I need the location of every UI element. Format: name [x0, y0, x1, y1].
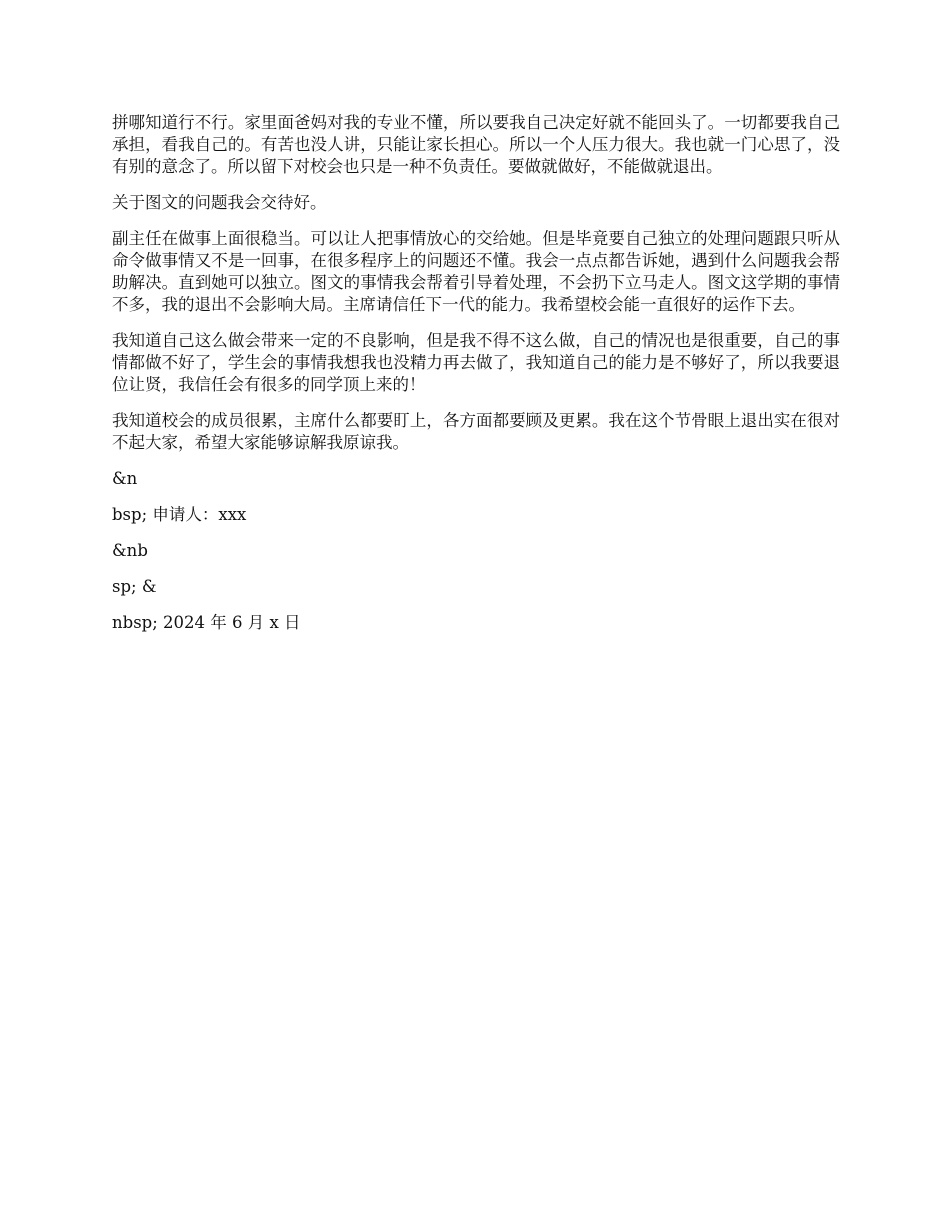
date-line: nbsp; 2024 年 6 月 x 日 — [112, 613, 301, 632]
paragraph: 拼哪知道行不行。家里面爸妈对我的专业不懂，所以要我自己决定好就不能回头了。一切都要我自己承担，看我自己的。有苦也没人讲，只能让家长担心。所以一个人压力很大。我也就一门心思了，没有别的意念了。所以留下对校会也只是一种不负责任。要做就做好，不能做就退出。 — [112, 113, 840, 176]
paragraph: 关于图文的问题我会交待好。 — [112, 193, 327, 212]
signature-fragment: &nb — [112, 541, 148, 560]
paragraph: 副主任在做事上面很稳当。可以让人把事情放心的交给她。但是毕竟要自己独立的处理问题跟只听从命令做事情又不是一回事，在很多程序上的问题还不懂。我会一点点都告诉她，遇到什么问题我会帮助解决。直到她可以独立。图文的事情我会帮着引导着处理，不会扔下立马走人。图文这学期的事情不多，我的退出不会影响大局。主席请信任下一代的能力。我希望校会能一直很好的运作下去。 — [112, 229, 840, 314]
document-body — [112, 112, 840, 648]
applicant-line: bsp; 申请人：xxx — [112, 505, 247, 524]
signature-fragment: sp; & — [112, 577, 157, 596]
paragraph: 我知道校会的成员很累，主席什么都要盯上，各方面都要顾及更累。我在这个节骨眼上退出实在很对不起大家，希望大家能够谅解我原谅我。 — [112, 411, 840, 452]
signature-fragment: &n — [112, 469, 138, 488]
paragraph: 我知道自己这么做会带来一定的不良影响，但是我不得不这么做，自己的情况也是很重要，自己的事情都做不好了，学生会的事情我想我也没精力再去做了，我知道自己的能力是不够好了，所以我要退位让贤，我信任会有很多的同学顶上来的！ — [112, 331, 840, 394]
